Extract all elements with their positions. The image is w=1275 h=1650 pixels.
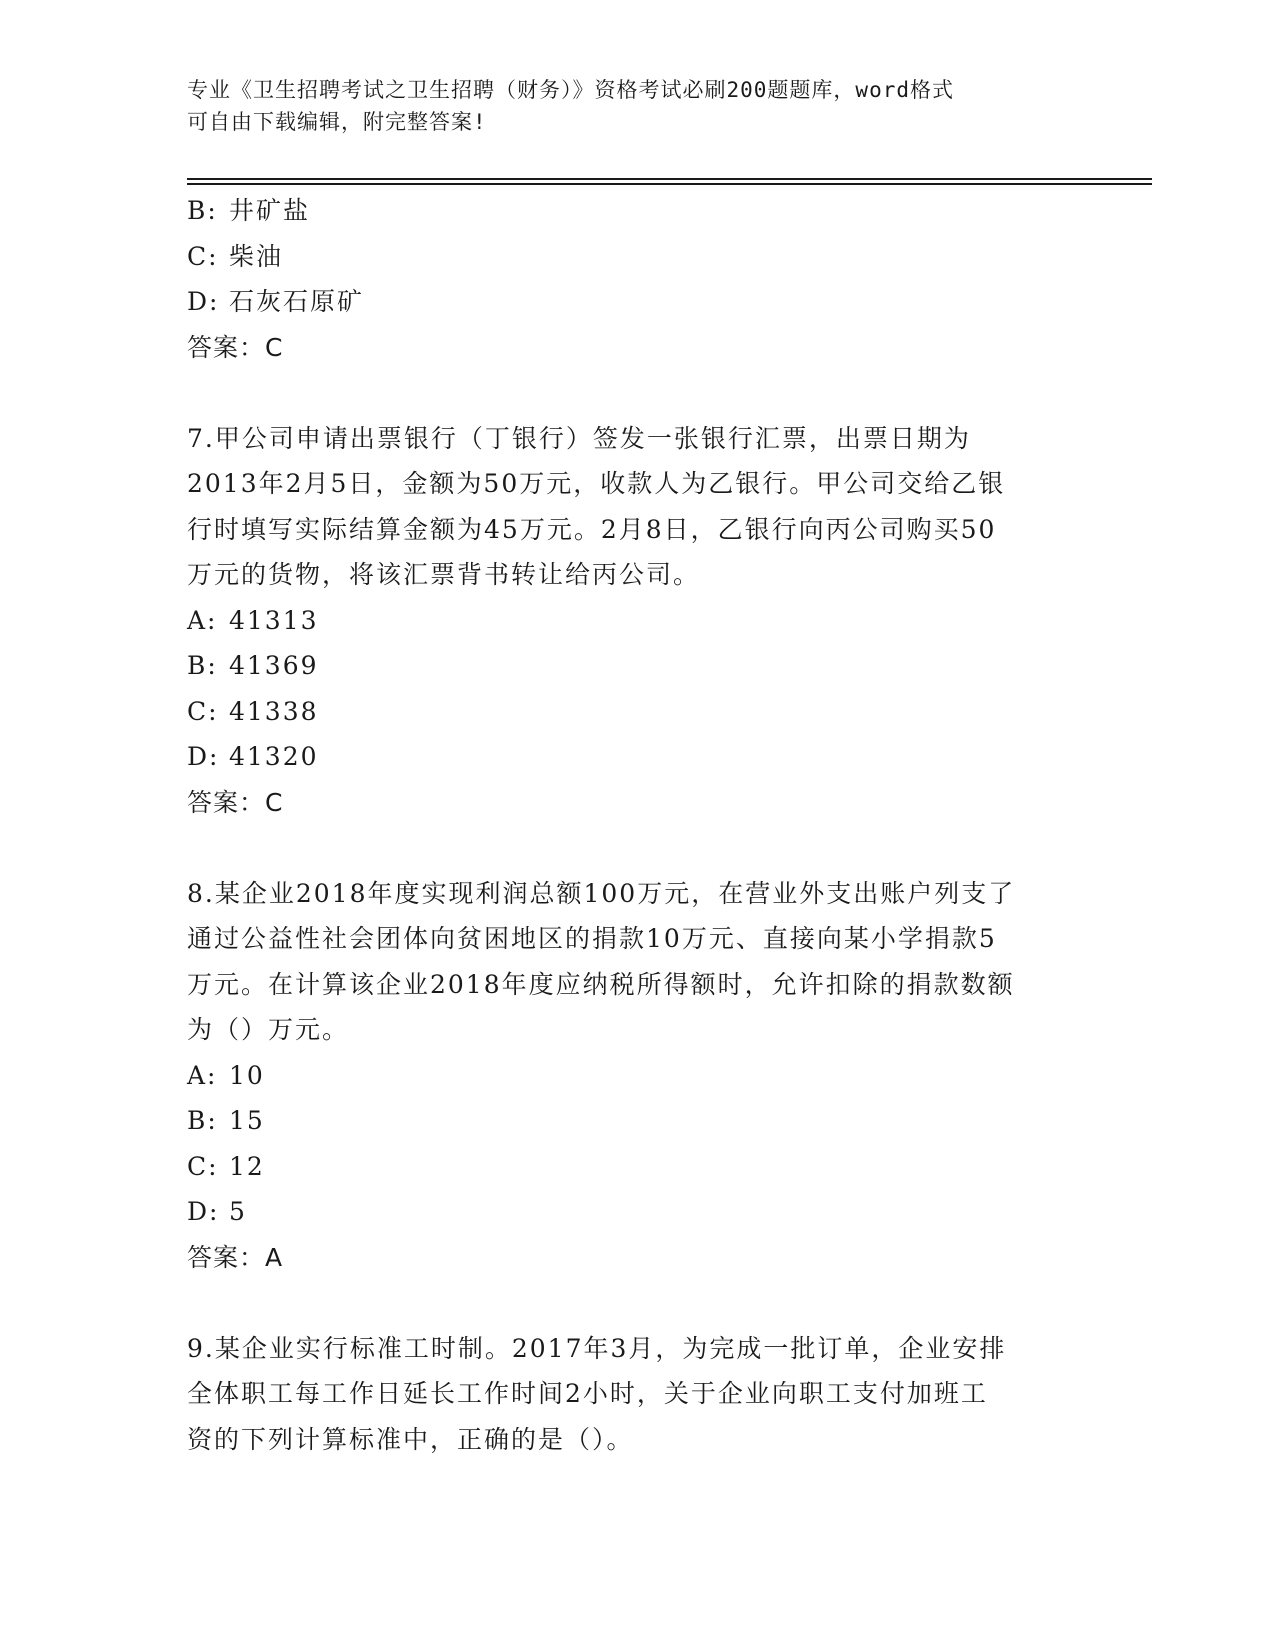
option-d — [187, 1189, 1087, 1235]
question-text-line: 8.某企业2018年度实现利润总额100万元，在营业外支出账户列支了 — [187, 878, 1016, 908]
option-c — [187, 689, 1087, 735]
option-d — [187, 279, 1087, 325]
option-label: D: — [187, 1197, 220, 1226]
question-text-line: 通过公益性社会团体向贫困地区的捐款10万元、直接向某小学捐款5 — [187, 924, 997, 953]
option-label: C: — [187, 241, 219, 271]
question-6-tail — [187, 188, 1087, 370]
option-c — [187, 1144, 1087, 1190]
option-label: C: — [187, 1151, 219, 1181]
question-text-line: 万元的货物，将该汇票背书转让给丙公司。 — [187, 560, 701, 589]
option-text: 41338 — [229, 696, 319, 726]
question-text-line: 为（）万元。 — [187, 1015, 350, 1044]
question-text-line: 2013年2月5日，金额为50万元，收款人为乙银行。甲公司交给乙银 — [187, 469, 1006, 498]
document-body — [187, 188, 1087, 1462]
question-text-line: 万元。在计算该企业2018年度应纳税所得额时，允许扣除的捐款数额 — [187, 969, 1015, 999]
option-text: 10 — [229, 1060, 265, 1090]
question-8 — [187, 871, 1087, 1281]
spacer — [187, 370, 1087, 416]
question-text-line: 9.某企业实行标准工时制。2017年3月，为完成一批订单，企业安排 — [187, 1333, 1007, 1363]
option-b — [187, 188, 1087, 234]
option-label: D: — [187, 287, 220, 316]
option-text: 41369 — [229, 651, 319, 680]
option-text: 柴油 — [229, 241, 284, 271]
option-a — [187, 598, 1087, 644]
option-text: 15 — [229, 1106, 265, 1135]
document-header — [187, 74, 1087, 138]
option-text: 5 — [229, 1197, 247, 1226]
option-a — [187, 1053, 1087, 1099]
spacer — [187, 825, 1087, 871]
header-divider-top — [187, 178, 1152, 180]
answer: 答案：C — [187, 787, 284, 817]
question-7 — [187, 416, 1087, 826]
option-text: 41320 — [229, 742, 319, 771]
header-line-2: 可自由下载编辑，附完整答案! — [187, 110, 487, 134]
option-text: 41313 — [229, 605, 319, 635]
question-9 — [187, 1326, 1087, 1463]
option-label: A: — [187, 1060, 218, 1090]
option-label: C: — [187, 696, 219, 726]
option-b — [187, 643, 1087, 689]
option-d — [187, 734, 1087, 780]
option-label: D: — [187, 742, 220, 771]
spacer — [187, 1280, 1087, 1326]
question-text-line: 7.甲公司申请出票银行（丁银行）签发一张银行汇票，出票日期为 — [187, 423, 971, 453]
option-text: 井矿盐 — [229, 196, 311, 225]
option-b — [187, 1098, 1087, 1144]
option-label: A: — [187, 605, 218, 635]
answer: 答案：C — [187, 332, 284, 362]
header-line-1: 专业《卫生招聘考试之卫生招聘（财务）》资格考试必刷200题题库，word格式 — [187, 78, 954, 102]
question-text-line: 资的下列计算标准中，正确的是（）。 — [187, 1424, 634, 1454]
header-divider-bottom — [187, 183, 1152, 185]
option-text: 石灰石原矿 — [229, 287, 365, 316]
option-c — [187, 234, 1087, 280]
option-text: 12 — [229, 1151, 265, 1181]
option-label: B: — [187, 1106, 218, 1135]
option-label: B: — [187, 196, 218, 225]
option-label: B: — [187, 651, 218, 680]
question-text-line: 行时填写实际结算金额为45万元。2月8日，乙银行向丙公司购买50 — [187, 514, 997, 544]
question-text-line: 全体职工每工作日延长工作时间2小时，关于企业向职工支付加班工 — [187, 1379, 988, 1408]
answer: 答案：A — [187, 1242, 284, 1272]
